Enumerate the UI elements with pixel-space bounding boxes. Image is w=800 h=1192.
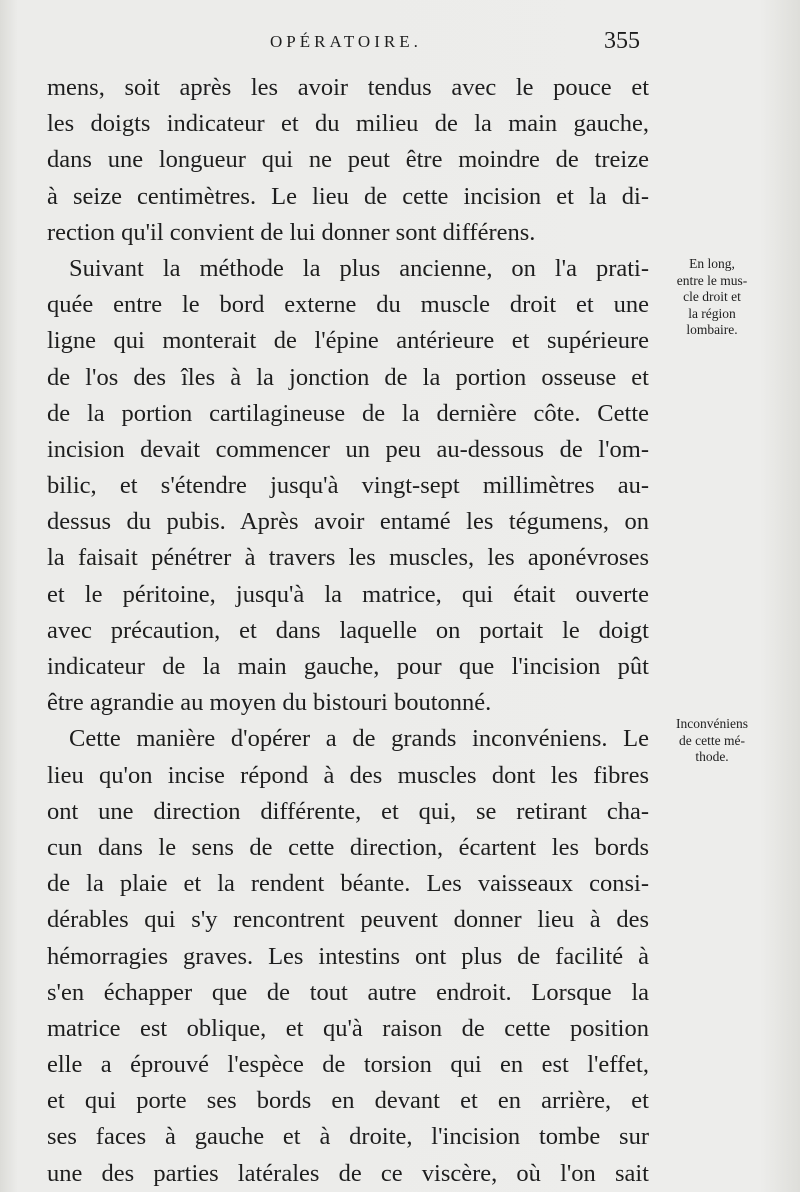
text-line: mens, soit après les avoir tendus avec le pouce et <box>47 74 649 101</box>
margin-note-line: Inconvéniens <box>676 716 748 731</box>
running-head: OPÉRATOIRE. <box>270 32 422 51</box>
margin-note-line: entre le mus- <box>676 272 748 288</box>
paragraph-start-line: Cette manière d'opérer a de grands inconvéniens. Le <box>69 725 649 753</box>
margin-note-line: de cette mé- <box>679 732 745 748</box>
text-line: indicateur de la main gauche, pour que l'incision pût <box>47 653 649 680</box>
text-line: bilic, et s'étendre jusqu'à vingt-sept millimètres au- <box>47 472 649 500</box>
text-line: dans une longueur qui ne peut être moindre de treize <box>47 146 649 174</box>
text-line: matrice est oblique, et qu'à raison de cette position <box>47 1014 649 1042</box>
text-line: ligne qui monterait de l'épine antérieure et supérieure <box>47 327 649 355</box>
text-line: quée entre le bord externe du muscle droit et une <box>47 291 649 319</box>
margin-note-line: lombaire. <box>686 322 738 337</box>
text-line: être agrandie au moyen du bistouri boutonné. <box>47 689 492 717</box>
margin-note <box>656 256 768 339</box>
text-line: rection qu'il convient de lui donner sont différens. <box>47 218 536 246</box>
text-line: avec précaution, et dans laquelle on portait le doigt <box>47 616 649 644</box>
text-line: ses faces à gauche et à droite, l'incision tombe sur <box>47 1123 649 1151</box>
text-line: dérables qui s'y rencontrent peuvent donner lieu à des <box>47 906 649 934</box>
text-line: elle a éprouvé l'espèce de torsion qui en est l'effet, <box>47 1051 649 1079</box>
text-line: les doigts indicateur et du milieu de la main gauche, <box>47 110 649 138</box>
margin-note-line: thode. <box>695 749 729 764</box>
text-line: ont une direction différente, et qui, se retirant cha- <box>47 797 649 825</box>
text-line: cun dans le sens de cette direction, écartent les bords <box>47 833 649 861</box>
page-number: 355 <box>604 28 640 54</box>
text-line: s'en échapper que de tout autre endroit. Lorsque la <box>47 978 649 1006</box>
body-text <box>47 70 649 1192</box>
margin-note-line: En long, <box>689 256 735 271</box>
text-line: dessus du pubis. Après avoir entamé les tégumens, on <box>47 508 649 536</box>
text-line: une des parties latérales de ce viscère, où l'on sait <box>47 1159 649 1187</box>
margin-note-line: cle droit et <box>683 289 741 304</box>
text-line: incision devait commencer un peu au-dessous de l'om- <box>47 435 649 463</box>
text-line: de la portion cartilagineuse de la dernière côte. Cette <box>47 399 649 427</box>
text-line: hémorragies graves. Les intestins ont plus de facilité à <box>47 942 649 970</box>
text-line: de l'os des îles à la jonction de la portion osseuse et <box>47 363 649 391</box>
text-line: de la plaie et la rendent béante. Les vaisseaux consi- <box>47 870 649 898</box>
text-line: et le péritoine, jusqu'à la matrice, qui était ouverte <box>47 580 649 608</box>
margin-note <box>656 716 768 766</box>
margin-note-line: la région <box>688 305 736 321</box>
text-line: et qui porte ses bords en devant et en arrière, et <box>47 1087 649 1115</box>
paragraph-start-line: Suivant la méthode la plus ancienne, on l'a prati- <box>69 254 649 282</box>
text-line: lieu qu'on incise répond à des muscles dont les fibres <box>47 761 649 789</box>
text-line: la faisait pénétrer à travers les muscles, les aponévroses <box>47 544 649 572</box>
text-line: à seize centimètres. Le lieu de cette incision et la di- <box>47 182 649 210</box>
